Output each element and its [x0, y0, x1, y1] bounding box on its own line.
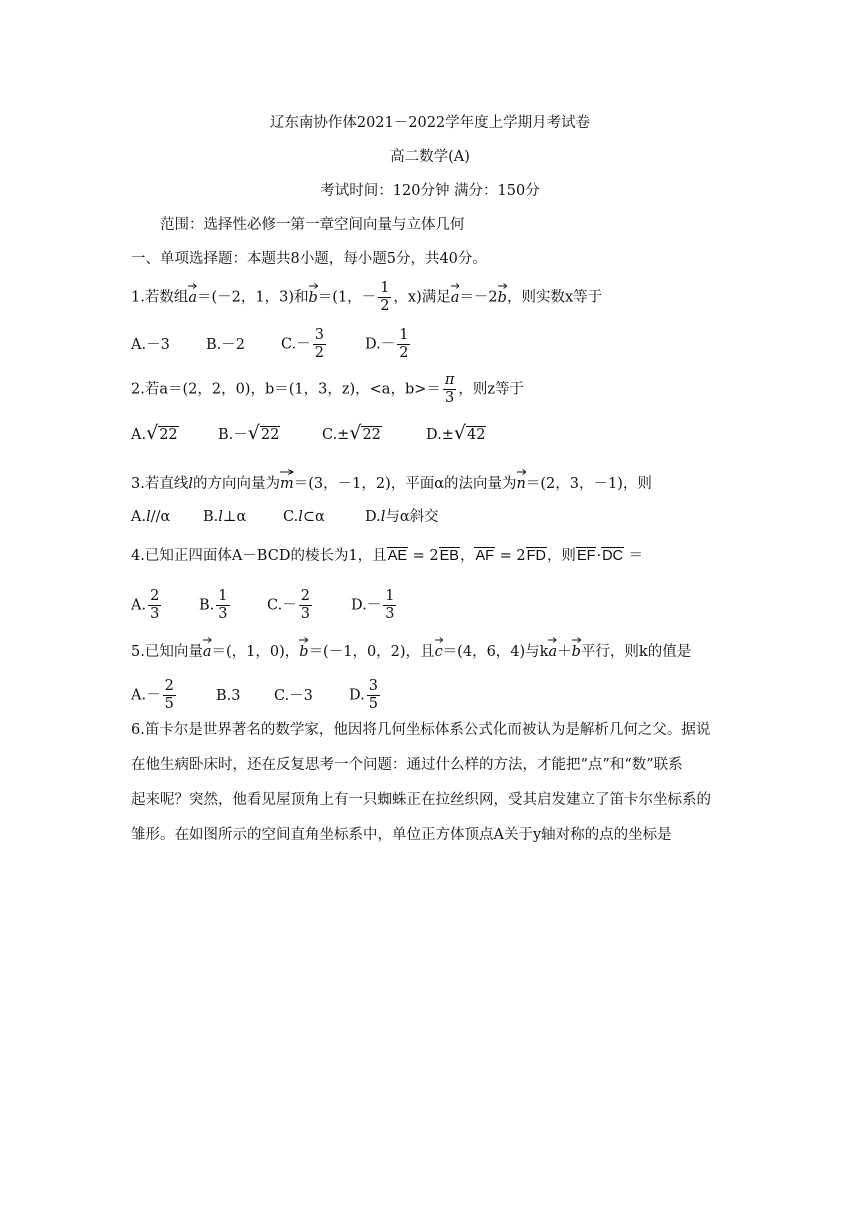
q3-text: ＝(3，－1，2)，平面α的法向量为 — [293, 476, 517, 492]
q4-option-c: C.－ $\frac{2}{3}$ — [267, 588, 310, 622]
q1-option-c: C.－ $\frac{3}{2}$ — [281, 327, 324, 361]
vector-n: n — [517, 468, 526, 492]
vector-a: a — [203, 636, 212, 660]
q6-line-2: 在他生病卧床时，还在反复思考一个问题：通过什么样的方法，才能把“点”和“数”联系 — [131, 757, 683, 773]
vector-eb: EB — [439, 548, 459, 564]
q5-option-b: B.3 — [216, 687, 241, 704]
vector-c: c — [435, 636, 443, 660]
q2-option-d: D.±√42 — [426, 422, 486, 444]
exam-scope: 范围：选择性必修一第一章空间向量与立体几何 — [160, 217, 465, 233]
question-5 — [131, 636, 691, 662]
q5-options — [131, 678, 382, 713]
q1-text: ＝－2 — [459, 289, 498, 306]
vector-m: m — [280, 468, 294, 492]
exam-title: 辽东南协作体2021－2022学年度上学期月考试卷 — [269, 115, 591, 131]
vector-b: b — [498, 282, 507, 306]
line-l: l — [188, 476, 193, 492]
q5-option-a: A.－ $\frac{2}{5}$ — [131, 678, 174, 712]
q1-option-b: B.－2 — [206, 336, 245, 353]
q6-line-3: 起来呢？突然，他看见屋顶角上有一只蜘蛛正在拉丝织网，受其启发建立了笛卡尔坐标系的 — [131, 792, 711, 808]
q3-option-a: A.l//α — [131, 509, 171, 525]
vector-af: AF — [475, 548, 494, 564]
q3-text: 的方向向量为 — [192, 476, 280, 492]
q1-options — [131, 327, 412, 362]
q6-line-4: 雏形。在如图所示的空间直角坐标系中，单位正方体顶点A关于y轴对称的点的坐标是 — [131, 827, 672, 843]
q4-option-a: A. $\frac{2}{3}$ — [131, 588, 160, 622]
section-heading: 一、单项选择题：本题共8小题，每小题5分，共40分。 — [131, 251, 487, 267]
vector-ae: AE — [387, 548, 408, 564]
question-1 — [131, 280, 602, 315]
q1-number: 1. — [131, 289, 145, 306]
vector-a: a — [548, 636, 557, 660]
q5-text: 平行，则k的值是 — [580, 644, 692, 660]
q2-text: ，则z等于 — [458, 381, 525, 398]
q5-text: ＝(4，6，4)与k — [442, 644, 549, 660]
q4-option-d: D.－ $\frac{1}{3}$ — [351, 588, 395, 622]
q2-text: 2.若a＝(2，2，0)，b＝(1，3，z)，<a，b>＝ — [131, 381, 441, 398]
q2-options — [131, 423, 486, 445]
vector-dc: DC — [602, 548, 624, 564]
exam-info: 考试时间：120分钟 满分：150分 — [320, 183, 540, 199]
exam-subtitle: 高二数学(A) — [390, 149, 470, 165]
vector-a: a — [451, 282, 460, 306]
vector-a: a — [188, 282, 197, 306]
q6-line-1: 6.笛卡尔是世界著名的数学家，他因将几何坐标体系公式化而被认为是解析几何之父。据说 — [131, 722, 711, 738]
q5-text: ＋ — [557, 644, 572, 660]
vector-b: b — [309, 282, 318, 306]
q1-text: ＝(1，－ — [317, 289, 377, 306]
vector-fd: FD — [526, 548, 546, 564]
q2-option-b: B.－√22 — [218, 422, 280, 444]
q4-option-b: B. $\frac{1}{3}$ — [199, 588, 228, 622]
question-2 — [131, 372, 524, 407]
q2-option-c: C.±√22 — [322, 422, 381, 444]
q3-text: ＝(2，3，－1)，则 — [525, 476, 652, 492]
q4-text: 4.已知正四面体A－BCD的棱长为1，且 — [131, 548, 387, 564]
q3-text: 3.若直线 — [131, 476, 189, 492]
q5-text: ＝(，1，0)， — [211, 644, 300, 660]
question-3 — [131, 468, 652, 494]
q5-option-d: D. $\frac{3}{5}$ — [349, 678, 378, 712]
vector-b: b — [299, 636, 308, 660]
q1-option-a: A.－3 — [131, 336, 170, 353]
q3-options — [131, 507, 439, 527]
q1-text: ＝(－2，1，3)和 — [197, 289, 309, 306]
q2-option-a: A.√22 — [131, 422, 178, 444]
q5-option-c: C.－3 — [274, 687, 313, 704]
q1-text: 若数组 — [144, 289, 189, 306]
q5-text: ＝(－1，0，2)，且 — [308, 644, 435, 660]
vector-b: b — [572, 636, 581, 660]
vector-ef: EF — [576, 548, 596, 564]
q3-option-b: B.l⊥α — [203, 509, 247, 525]
question-4: 4.已知正四面体A－BCD的棱长为1，且AE = 2EB，AF = 2FD，则EF·DC ＝ — [131, 548, 644, 564]
q1-option-d: D.－ $\frac{1}{2}$ — [365, 327, 409, 361]
q3-option-d: D.l与α斜交 — [365, 509, 439, 525]
q1-text: ，x)满足 — [393, 289, 451, 306]
fraction: $\frac{1}{2}$ — [380, 280, 390, 314]
q1-text: ，则实数x等于 — [506, 289, 603, 306]
q5-text: 5.已知向量 — [131, 644, 203, 660]
q4-options — [131, 588, 398, 623]
fraction: $\frac{\pi}{3}$ — [444, 372, 455, 406]
q3-option-c: C.l⊂α — [283, 509, 325, 525]
